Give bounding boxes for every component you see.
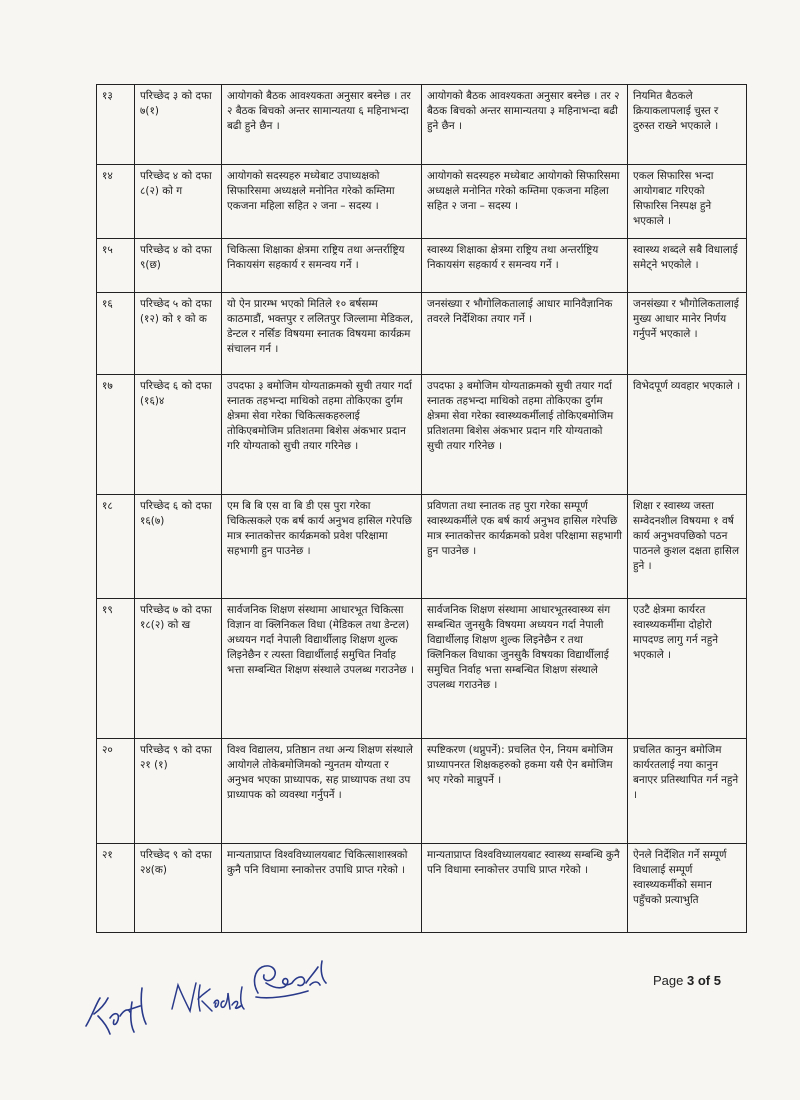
row-number: १५ xyxy=(97,239,135,293)
proposed-provision: सार्वजनिक शिक्षण संस्थामा आधारभूतस्वास्थ्य संग सम्बन्धित जुनसुकै विषयमा अध्ययन गर्दा नेपाली विद्यार्थीलाइ शिक्षण शुल्क लिइनेछैन र तथा क्लिनिकल विधाका जुनसुकै विषयका विद्यार्थीलाई समुचित निर्वाह भत्ता सम्बन्धित शिक्षण संस्थाले उपलब्ध गराउनेछ । xyxy=(422,599,628,739)
amendment-reason: नियमित बैठकले क्रियाकलापलाई चुस्त र दुरुस्त राख्ने भएकाले । xyxy=(628,85,747,165)
proposed-provision: आयोगको बैठक आवश्यकता अनुसार बस्नेछ । तर २ बैठक बिचको अन्तर सामान्यतया ३ महिनाभन्दा बढी हुने छैन । xyxy=(422,85,628,165)
table-row xyxy=(97,85,747,165)
current-provision: सार्वजनिक शिक्षण संस्थामा आधारभूत चिकित्सा विज्ञान वा क्लिनिकल विधा (मेडिकल तथा डेन्टल) अध्ययन गर्दा नेपाली विद्यार्थीलाइ शिक्षण शुल्क लिइनेछैन र त्यस्ता विद्यार्थीलाई समुचित निर्वाह भत्ता सम्बन्धित शिक्षण संस्थाले उपलब्ध गराउनेछ । xyxy=(222,599,422,739)
section-reference: परिच्छेद ५ को दफा (१२) को १ को क xyxy=(135,293,222,375)
proposed-provision: आयोगको सदस्यहरु मध्येबाट आयोगको सिफारिसमा अध्यक्षले मनोनित गरेको कम्तिमा एकजना महिला सहित २ जना – सदस्य । xyxy=(422,165,628,239)
table-row xyxy=(97,293,747,375)
row-number: १९ xyxy=(97,599,135,739)
current-page: 3 xyxy=(687,973,695,988)
page-number xyxy=(653,973,721,988)
amendment-reason: एकल सिफारिस भन्दा आयोगबाट गरिएको सिफारिस निस्पक्ष हुने भएकाले । xyxy=(628,165,747,239)
row-number: १६ xyxy=(97,293,135,375)
table-row xyxy=(97,599,747,739)
table-row xyxy=(97,844,747,933)
proposed-provision: स्वास्थ्य शिक्षाका क्षेत्रमा राष्ट्रिय तथा अन्तर्राष्ट्रिय निकायसंग सहकार्य र समन्वय गर्ने । xyxy=(422,239,628,293)
proposed-provision: प्रविणता तथा स्नातक तह पुरा गरेका सम्पूर्ण स्वास्थ्यकर्मीले एक बर्ष कार्य अनुभव हासिल गरेपछि मात्र स्नातकोत्तर कार्यक्रमको प्रवेश परिक्षामा सहभागी हुन पाउनेछ । xyxy=(422,495,628,599)
current-provision: यो ऐन प्रारम्भ भएको मितिले १० बर्षसम्म काठमाडौं, भक्तपुर र ललितपुर जिल्लामा मेडिकल, डेन्टल र नर्सिङ विषयमा स्नातक विषयमा कार्यक्रम संचालन गर्न । xyxy=(222,293,422,375)
amendment-reason: जनसंख्या र भौगोलिकतालाई मुख्य आधार मानेर निर्णय गर्नुपर्ने भएकाले । xyxy=(628,293,747,375)
row-number: २१ xyxy=(97,844,135,933)
current-provision: एम बि बि एस वा बि डी एस पुरा गरेका चिकित्सकले एक बर्ष कार्य अनुभव हासिल गरेपछि मात्र स्नातकोत्तर कार्यक्रमको प्रवेश परिक्षामा सहभागी हुन पाउनेछ । xyxy=(222,495,422,599)
proposed-provision: उपदफा ३ बमोजिम योग्यताक्रमको सुची तयार गर्दा स्नातक तहभन्दा माथिको तहमा तोकिएका दुर्गम क्षेत्रमा सेवा गरेका स्वास्थ्यकर्मीलाई तोकिएबमोजिम प्रतिशतमा बिशेस अंकभार प्रदान गरि योग्यताको सुची तयार गरिनेछ । xyxy=(422,375,628,495)
current-provision: विश्व विद्यालय, प्रतिष्ठान तथा अन्य शिक्षण संस्थाले आयोगले तोकेबमोजिमको न्युनतम योग्यता र अनुभव भएका प्राध्यापक, सह प्राध्यापक तथा उप प्राध्यापक को व्यवस्था गर्नुपर्ने । xyxy=(222,739,422,844)
amendment-table xyxy=(96,84,747,933)
signature-nkadel xyxy=(168,975,248,1021)
section-reference: परिच्छेद ९ को दफा २१ (१) xyxy=(135,739,222,844)
amendment-reason: एउटै क्षेत्रमा कार्यरत स्वास्थ्यकर्मीमा दोहोरो मापदण्ड लागु गर्न नहुने भएकाले । xyxy=(628,599,747,739)
page-word: Page xyxy=(653,973,684,988)
amendment-reason: प्रचलित कानुन बमोजिम कार्यरतलाई नया कानुन बनाएर प्रतिस्थापित गर्न नहुने । xyxy=(628,739,747,844)
section-reference: परिच्छेद ९ को दफा २४(क) xyxy=(135,844,222,933)
row-number: १३ xyxy=(97,85,135,165)
current-provision: मान्यताप्राप्त विश्वविध्यालयबाट चिकित्साशास्त्रको कुनै पनि विधामा स्नाकोत्तर उपाधि प्राप्त गरेको । xyxy=(222,844,422,933)
row-number: १७ xyxy=(97,375,135,495)
section-reference: परिच्छेद ३ को दफा ७(१) xyxy=(135,85,222,165)
amendment-reason: स्वास्थ्य शब्दले सबै विधालाई समेट्ने भएकोले । xyxy=(628,239,747,293)
current-provision: आयोगको बैठक आवश्यकता अनुसार बस्नेछ । तर २ बैठक बिचको अन्तर सामान्यतया ६ महिनाभन्दा बढी हुने छैन । xyxy=(222,85,422,165)
of-word: of xyxy=(697,973,711,988)
amendment-reason: ऐनले निर्देशित गर्ने सम्पूर्ण विधालाई सम्पूर्ण स्वास्थ्यकर्मीको समान पहुँचको प्रत्याभुति xyxy=(628,844,747,933)
total-pages: 5 xyxy=(713,973,721,988)
table-row xyxy=(97,375,747,495)
section-reference: परिच्छेद ४ को दफा ८(२) को ग xyxy=(135,165,222,239)
table-row xyxy=(97,165,747,239)
current-provision: आयोगको सदस्यहरु मध्येबाट उपाध्यक्षको सिफारिसमा अध्यक्षले मनोनित गरेको कम्तिमा एकजना महिला सहित २ जना – सदस्य । xyxy=(222,165,422,239)
table-row xyxy=(97,739,747,844)
table-row xyxy=(97,495,747,599)
section-reference: परिच्छेद ४ को दफा ९(छ) xyxy=(135,239,222,293)
amendment-table-body xyxy=(97,85,747,933)
row-number: २० xyxy=(97,739,135,844)
section-reference: परिच्छेद ६ को दफा १६(७) xyxy=(135,495,222,599)
row-number: १८ xyxy=(97,495,135,599)
proposed-provision: मान्यताप्राप्त विश्वविध्यालयबाट स्वास्थ्य सम्बन्धि कुनै पनि विधामा स्नाकोत्तर उपाधि प्राप्त गरेको । xyxy=(422,844,628,933)
table-row xyxy=(97,239,747,293)
signature-karki xyxy=(80,968,170,1050)
amendment-reason: विभेदपूर्ण व्यवहार भएकाले । xyxy=(628,375,747,495)
amendment-reason: शिक्षा र स्वास्थ्य जस्ता सम्वेदनशील विषयमा १ वर्ष कार्य अनुभवपछिको पठन पाठनले कुशल दक्षता हासिल हुने । xyxy=(628,495,747,599)
signature-gautam xyxy=(248,953,336,1011)
row-number: १४ xyxy=(97,165,135,239)
proposed-provision: स्पष्टिकरण (थप्नुपर्ने): प्रचलित ऐन, नियम बमोजिम प्राध्यापनरत शिक्षकहरुको हकमा यसै ऐन बमोजिम भए गरेको मान्नुपर्ने । xyxy=(422,739,628,844)
section-reference: परिच्छेद ७ को दफा १८(२) को ख xyxy=(135,599,222,739)
current-provision: चिकित्सा शिक्षाका क्षेत्रमा राष्ट्रिय तथा अन्तर्राष्ट्रिय निकायसंग सहकार्य र समन्वय गर्ने । xyxy=(222,239,422,293)
current-provision: उपदफा ३ बमोजिम योग्यताक्रमको सुची तयार गर्दा स्नातक तहभन्दा माथिको तहमा तोकिएका दुर्गम क्षेत्रमा सेवा गरेका चिकित्सकहरुलाई तोकिएबमोजिम प्रतिशतमा बिशेस अंकभार प्रदान गरि योग्यताको सुची तयार गरिनेछ । xyxy=(222,375,422,495)
proposed-provision: जनसंख्या र भौगोलिकतालाई आधार मानिवैज्ञानिक तवरले निर्देशिका तयार गर्ने । xyxy=(422,293,628,375)
section-reference: परिच्छेद ६ को दफा (१६)४ xyxy=(135,375,222,495)
